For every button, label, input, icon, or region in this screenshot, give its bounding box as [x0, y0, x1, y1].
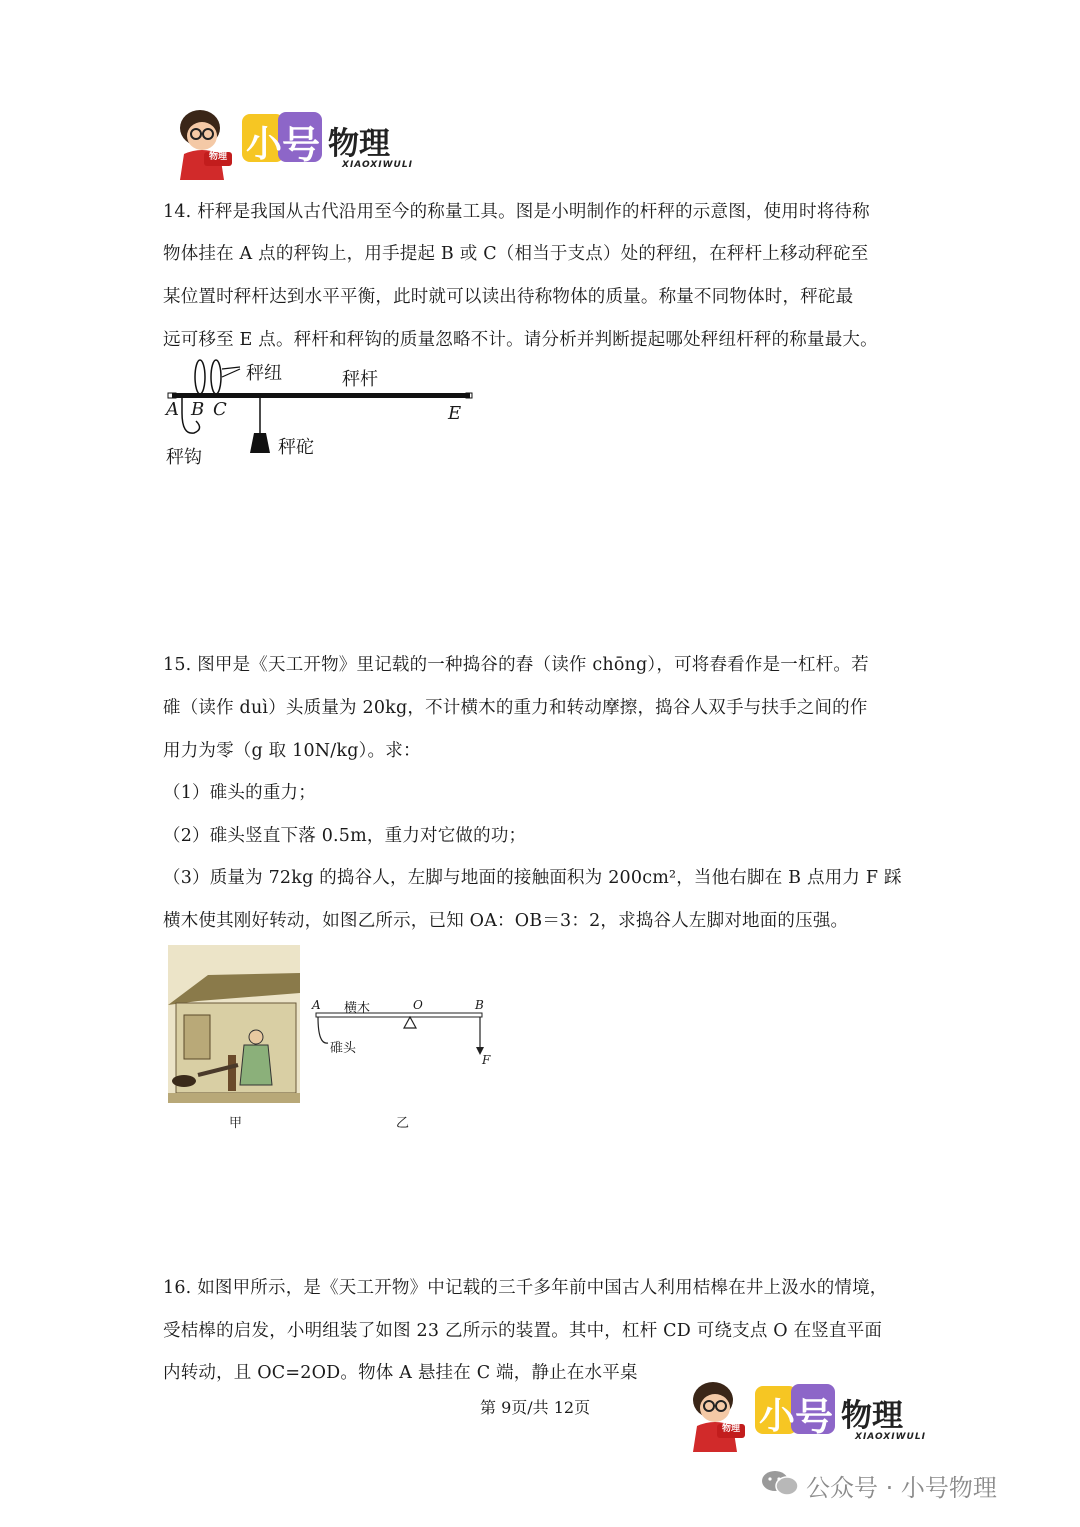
lever-label-duitou: 碓头 [330, 1041, 357, 1056]
q14-line-4: 远可移至 E 点。秤杆和秤钩的质量忽略不计。请分析并判断提起哪处秤纽杆秤的称量最大。 [163, 330, 878, 350]
steelyard-figure [160, 355, 490, 475]
q15-line-7: 横木使其刚好转动，如图乙所示，已知 OA：OB＝3：2，求捣谷人左脚对地面的压强。 [163, 911, 849, 931]
q16-line-3: 内转动，且 OC=2OD。物体 A 悬挂在 C 端，静止在水平桌 [163, 1363, 638, 1383]
label-gan: 秤杆 [342, 369, 378, 390]
q15-line-6: （3）质量为 72kg 的捣谷人，左脚与地面的接触面积为 200cm²，当他右脚在 B 点用力 F 踩 [163, 868, 902, 888]
label-c: C [213, 399, 227, 420]
watermark-text: 公众号 · 小号物理 [806, 1474, 997, 1502]
logo-word: 物理 [328, 126, 390, 162]
q14-line-3: 某位置时秤杆达到水平平衡，此时就可以读出待称物体的质量。称量不同物体时，秤砣最 [163, 287, 854, 307]
q15-line-5: （2）碓头竖直下落 0.5m，重力对它做的功； [163, 826, 527, 846]
pivot-triangle [404, 1017, 416, 1028]
lever-label-f: F [482, 1053, 491, 1067]
weight [250, 433, 270, 453]
label-gou: 秤钩 [166, 447, 202, 468]
figure-jia-illustration [168, 945, 300, 1103]
knob-loop-b [195, 360, 205, 394]
mascot-icon [170, 104, 236, 180]
label-niu: 秤纽 [246, 363, 282, 384]
lever-label-o: O [413, 998, 423, 1012]
label-tuo: 秤砣 [278, 437, 314, 458]
lever-label-a: A [312, 998, 321, 1012]
logo-pinyin: XIAOXIWULI [342, 160, 413, 170]
q14-line-1: 14. 杆秤是我国从古代沿用至今的称量工具。图是小明制作的杆秤的示意图，使用时将待称 [163, 202, 870, 222]
logo-char-1: 小 [246, 124, 283, 165]
logo-char-1: 小 [759, 1396, 796, 1437]
q16-line-2: 受桔槔的启发，小明组装了如图 23 乙所示的装置。其中，杠杆 CD 可绕支点 O 在竖直平面 [163, 1321, 883, 1341]
mascot-icon [683, 1376, 749, 1452]
bottom-logo [683, 1376, 933, 1452]
logo-badge: 物理 [208, 152, 227, 162]
pestle-head [318, 1017, 328, 1043]
logo-badge: 物理 [721, 1424, 740, 1434]
lever-label-b: B [475, 998, 484, 1012]
q15-line-4: （1）碓头的重力； [163, 783, 316, 803]
q15-line-3: 用力为零（g 取 10N/kg）。求： [163, 741, 421, 761]
caption-yi: 乙 [396, 1116, 410, 1131]
label-a: A [166, 399, 179, 420]
caption-jia: 甲 [229, 1116, 243, 1131]
lever-bar [316, 1013, 482, 1017]
logo-word: 物理 [841, 1398, 903, 1434]
logo-char-2: 号 [795, 1395, 834, 1439]
knob-loop-c [211, 360, 221, 394]
label-b: B [191, 399, 205, 420]
logo-pinyin: XIAOXIWULI [855, 1432, 926, 1442]
q15-line-1: 15. 图甲是《天工开物》里记载的一种捣谷的舂（读作 chōng），可将舂看作是一杠杆。若 [163, 655, 869, 675]
top-logo [170, 104, 413, 180]
figure-yi-lever [310, 995, 500, 1075]
page-number: 第 9页/共 12页 [480, 1398, 591, 1417]
q16-line-1: 16. 如图甲所示，是《天工开物》中记载的三千多年前中国古人利用桔槔在井上汲水的情境， [163, 1278, 888, 1298]
lever-label-hengmu: 横木 [344, 1001, 371, 1016]
wechat-icon [760, 1468, 800, 1498]
label-e: E [448, 403, 462, 424]
q14-line-2: 物体挂在 A 点的秤钩上，用手提起 B 或 C（相当于支点）处的秤纽，在秤杆上移动秤砣至 [163, 244, 869, 264]
q15-line-2: 碓（读作 duì）头质量为 20kg，不计横木的重力和转动摩擦，捣谷人双手与扶手之间的作 [163, 698, 868, 718]
logo-char-2: 号 [282, 123, 321, 167]
